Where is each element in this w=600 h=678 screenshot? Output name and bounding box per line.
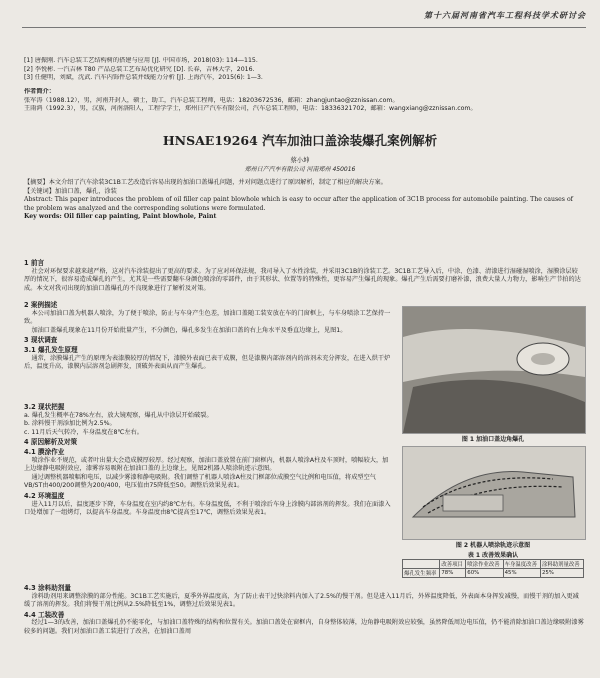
paragraph: 社会对环保要求越来越严格，这对汽车涂装提出了更高的要求。为了应对环保法规，我司导入了水性涂装，并采用3C1B的涂装工艺。3C1B工艺导入后，中涂、色漆、清漆进行湿碰湿喷涂，湿膜涂层较厚的情况下，很容易造成爆孔的产生，尤其是一些需要翻车身颜色喷涂的零部件，由于其形状、位置等的特殊性，更容易产生爆孔的现象。爆孔产生后需要打磨补漆，浪费大量人力物力，影响生产节拍的达成。本文对我司出现的加油口盖爆孔的不良现象进行了解析及对策。 (24, 267, 581, 292)
abstract-block (24, 179, 584, 222)
fuel-cap-photo-image (403, 307, 585, 433)
reference-item: [1] 唐振刚. 汽车总装工艺结构树的搭建与应用 [J]. 中国市场，2018(03): 114—115. (24, 57, 258, 64)
subsection-title: 4.2 环境温度 (24, 491, 65, 500)
table-cell: 改善项目 (440, 560, 466, 569)
bottom-full-width (24, 583, 584, 637)
list-item: c. 11月后天气转冷，车身温度在8℃左右。 (24, 428, 143, 436)
paragraph: 经过1—3的改善，加油口盖爆孔仍不能零化，与加油口盖特殊的结构和位置有关。加油口盖处在窗框内，自身整体较薄，边角静电吸附效应较强，虽然降低周边电压值，仍不能消除加油口盖边缘吸附漆雾较多的问题。我们对加油口盖工装进行了改善，在加油口盖周 (24, 619, 584, 635)
subsection-title: 4.3 涂料助剂量 (24, 584, 71, 592)
author-info-heading: 作者简介： (24, 88, 55, 95)
paragraph: 喷涂作业不规范，或者叶出量大会造成膜厚较厚。经过观察，加油口盖放置在前门窗框内，机器人喷涂A柱及车顶时，喷幅较大，加上边缘静电吸附效应，漆雾容易吸附在加油口盖的上边缘上，见图2机器人喷涂轨迹示意图。 (24, 456, 389, 473)
table-1-title: 表 1 改善效果确认 (467, 552, 519, 559)
table-cell: 爆孔发生频率 (403, 569, 440, 578)
author-info-line: 张军涛（1988.12），男，河南开封人，硕士，助工，汽车总装工程师，电话：18203672536，邮箱：zhangjuntao@zznissan.com。 (24, 96, 399, 104)
table-cell: 涂料助剂量改善 (540, 560, 583, 569)
abstract-en: Abstract: This paper introduces the problem of oil filler cap paint blowhole which is easy to occur after the application of 3C1B process for automobile painting. The causes of the problem was analyzed and the corresponding solutions were formulated. (24, 196, 573, 212)
subsection-title: 4.1 膜涂作业 (24, 447, 65, 456)
table-cell: 喷涂作业改善 (466, 560, 503, 569)
left-column-mid (24, 402, 392, 518)
section-title: 1 前言 (24, 259, 45, 267)
left-column-top (24, 300, 392, 372)
robot-path-diagram (403, 447, 585, 539)
reference-item: [2] 李悦彬. 一汽吉林 T80 产品总装工艺布局优化研究 [D]. 长春，吉林大学，2016. (24, 65, 255, 73)
improvement-table (402, 559, 584, 578)
table-header-row (403, 560, 584, 569)
list-item: b. 涂料慢干剂添加比例为2.5%。 (24, 420, 116, 428)
paragraph: 通常，涂膜爆孔产生的原理为表漆膜较厚的情况下，漆膜外表面已表干成膜，但是漆膜内部溶剂内的溶剂未充分挥发，在进入烘干炉后，温度升高，漆膜内层溶剂急剧挥发，顶破外表面从而产生爆孔。 (24, 354, 391, 371)
running-header: 第十六届河南省汽车工程科技学术研讨会 (424, 11, 586, 20)
header-rule (22, 27, 586, 28)
figure-fuel-cap-photo (402, 306, 586, 434)
figure-robot-path (402, 446, 586, 540)
table-cell (403, 560, 440, 569)
section-title: 4 原因解析及对策 (24, 438, 78, 447)
subsection-title: 4.4 工装改善 (24, 610, 65, 619)
table-cell: 车身温度改善 (503, 560, 540, 569)
reference-list (24, 57, 584, 83)
paper-title: HNSAE19264 汽车加油口盖涂装爆孔案例解析 (162, 133, 438, 148)
paragraph: 进入11月以后，温度逐步下降，车身温度在室内约8℃左右。车身温度低，不利于喷涂后车身上涂膜内部溶剂的挥发。我们在面漆入口处增加了一组烤灯，以提高车身温度。车身温度由8℃提高至17℃，调整后效果见表1。 (24, 500, 391, 517)
paragraph: 本公司加油口盖为机器人喷涂，为了便于喷涂，防止与车身产生色差，加油口盖随工装安放在车的门窗框上，与车身喷涂工艺保持一致。 (24, 309, 391, 326)
subsection-title: 3.1 爆孔发生原理 (24, 345, 78, 354)
paper-authors: 蔡小坤 (290, 156, 310, 164)
table-cell: 78% (440, 569, 466, 578)
author-info (24, 88, 584, 114)
figure-2-caption: 图 2 机器人喷涂轨迹示意图 (455, 542, 531, 549)
abstract-cn: 【摘要】本文介绍了汽车涂装3C1B工艺改造后容易出现的加油口盖爆孔问题，并对问题点进行了原因解析，制定了相应的解决方案。 (24, 179, 387, 186)
figure-1-caption: 图 1 加油口盖边角爆孔 (461, 436, 525, 443)
subsection-title: 3.2 现状把握 (24, 403, 65, 411)
list-item: a. 爆孔发生概率在78%左右，放大镜观察，爆孔从中涂层开始破裂。 (24, 411, 213, 419)
paragraph: 通过调整机器喷幅和电压，以减少雾漆和静电吸附。我们调整了机器人喷涂A柱及门框部位成膜空气比例和电压值，将成型空气VB/ST由400/200调整为200/400，电压值由75降低至50。调整后效果见表1。 (24, 473, 376, 490)
reference-item: [3] 任健明，刘斌，沈武. 汽车内饰件总装并线能力分析 [J]. 上海汽车，2015(6): 1—3. (24, 74, 263, 82)
table-cell: 60% (466, 569, 503, 578)
keywords-cn: 【关键词】加油口盖，爆孔，涂装 (24, 187, 117, 195)
paragraph: 加油口盖爆孔现象在11月份开始批量产生，不分颜色，爆孔多发生在加油口盖的右上角水平及垂直边缘上，见图1。 (31, 326, 347, 334)
paper-affiliation: 郑州日产汽车有限公司 河南郑州 450016 (244, 166, 356, 173)
author-info-line: 王雨鸿（1992.3），男，汉族，河南洛阳人，工程学学士，郑州日产汽车有限公司，汽车总装工程师，电话：18336321702，邮箱：wangxiang@zznissan.com。 (24, 105, 477, 113)
paragraph: 涂料助剂用来调整涂膜的部分性能。3C1B工艺实施后，夏季外界温度高，为了防止表干过快涂料内加入了2.5%的慢干剂。但是进入11月后，外界温度降低，外表面本身挥发减慢，而慢干剂的加入更减缓了溶剂的挥发。我们将慢干剂比例从2.5%降低至1%，调整过后效果见表1。 (24, 592, 579, 609)
table-row (403, 569, 584, 578)
section-title: 2 案例描述 (24, 301, 58, 309)
section-title: 3 现状调查 (24, 336, 58, 345)
keywords-en: Key words: Oil filler cap painting, Paint blowhole, Paint (24, 213, 217, 221)
table-cell: 25% (540, 569, 583, 578)
table-cell: 45% (503, 569, 540, 578)
section-intro (24, 258, 584, 293)
